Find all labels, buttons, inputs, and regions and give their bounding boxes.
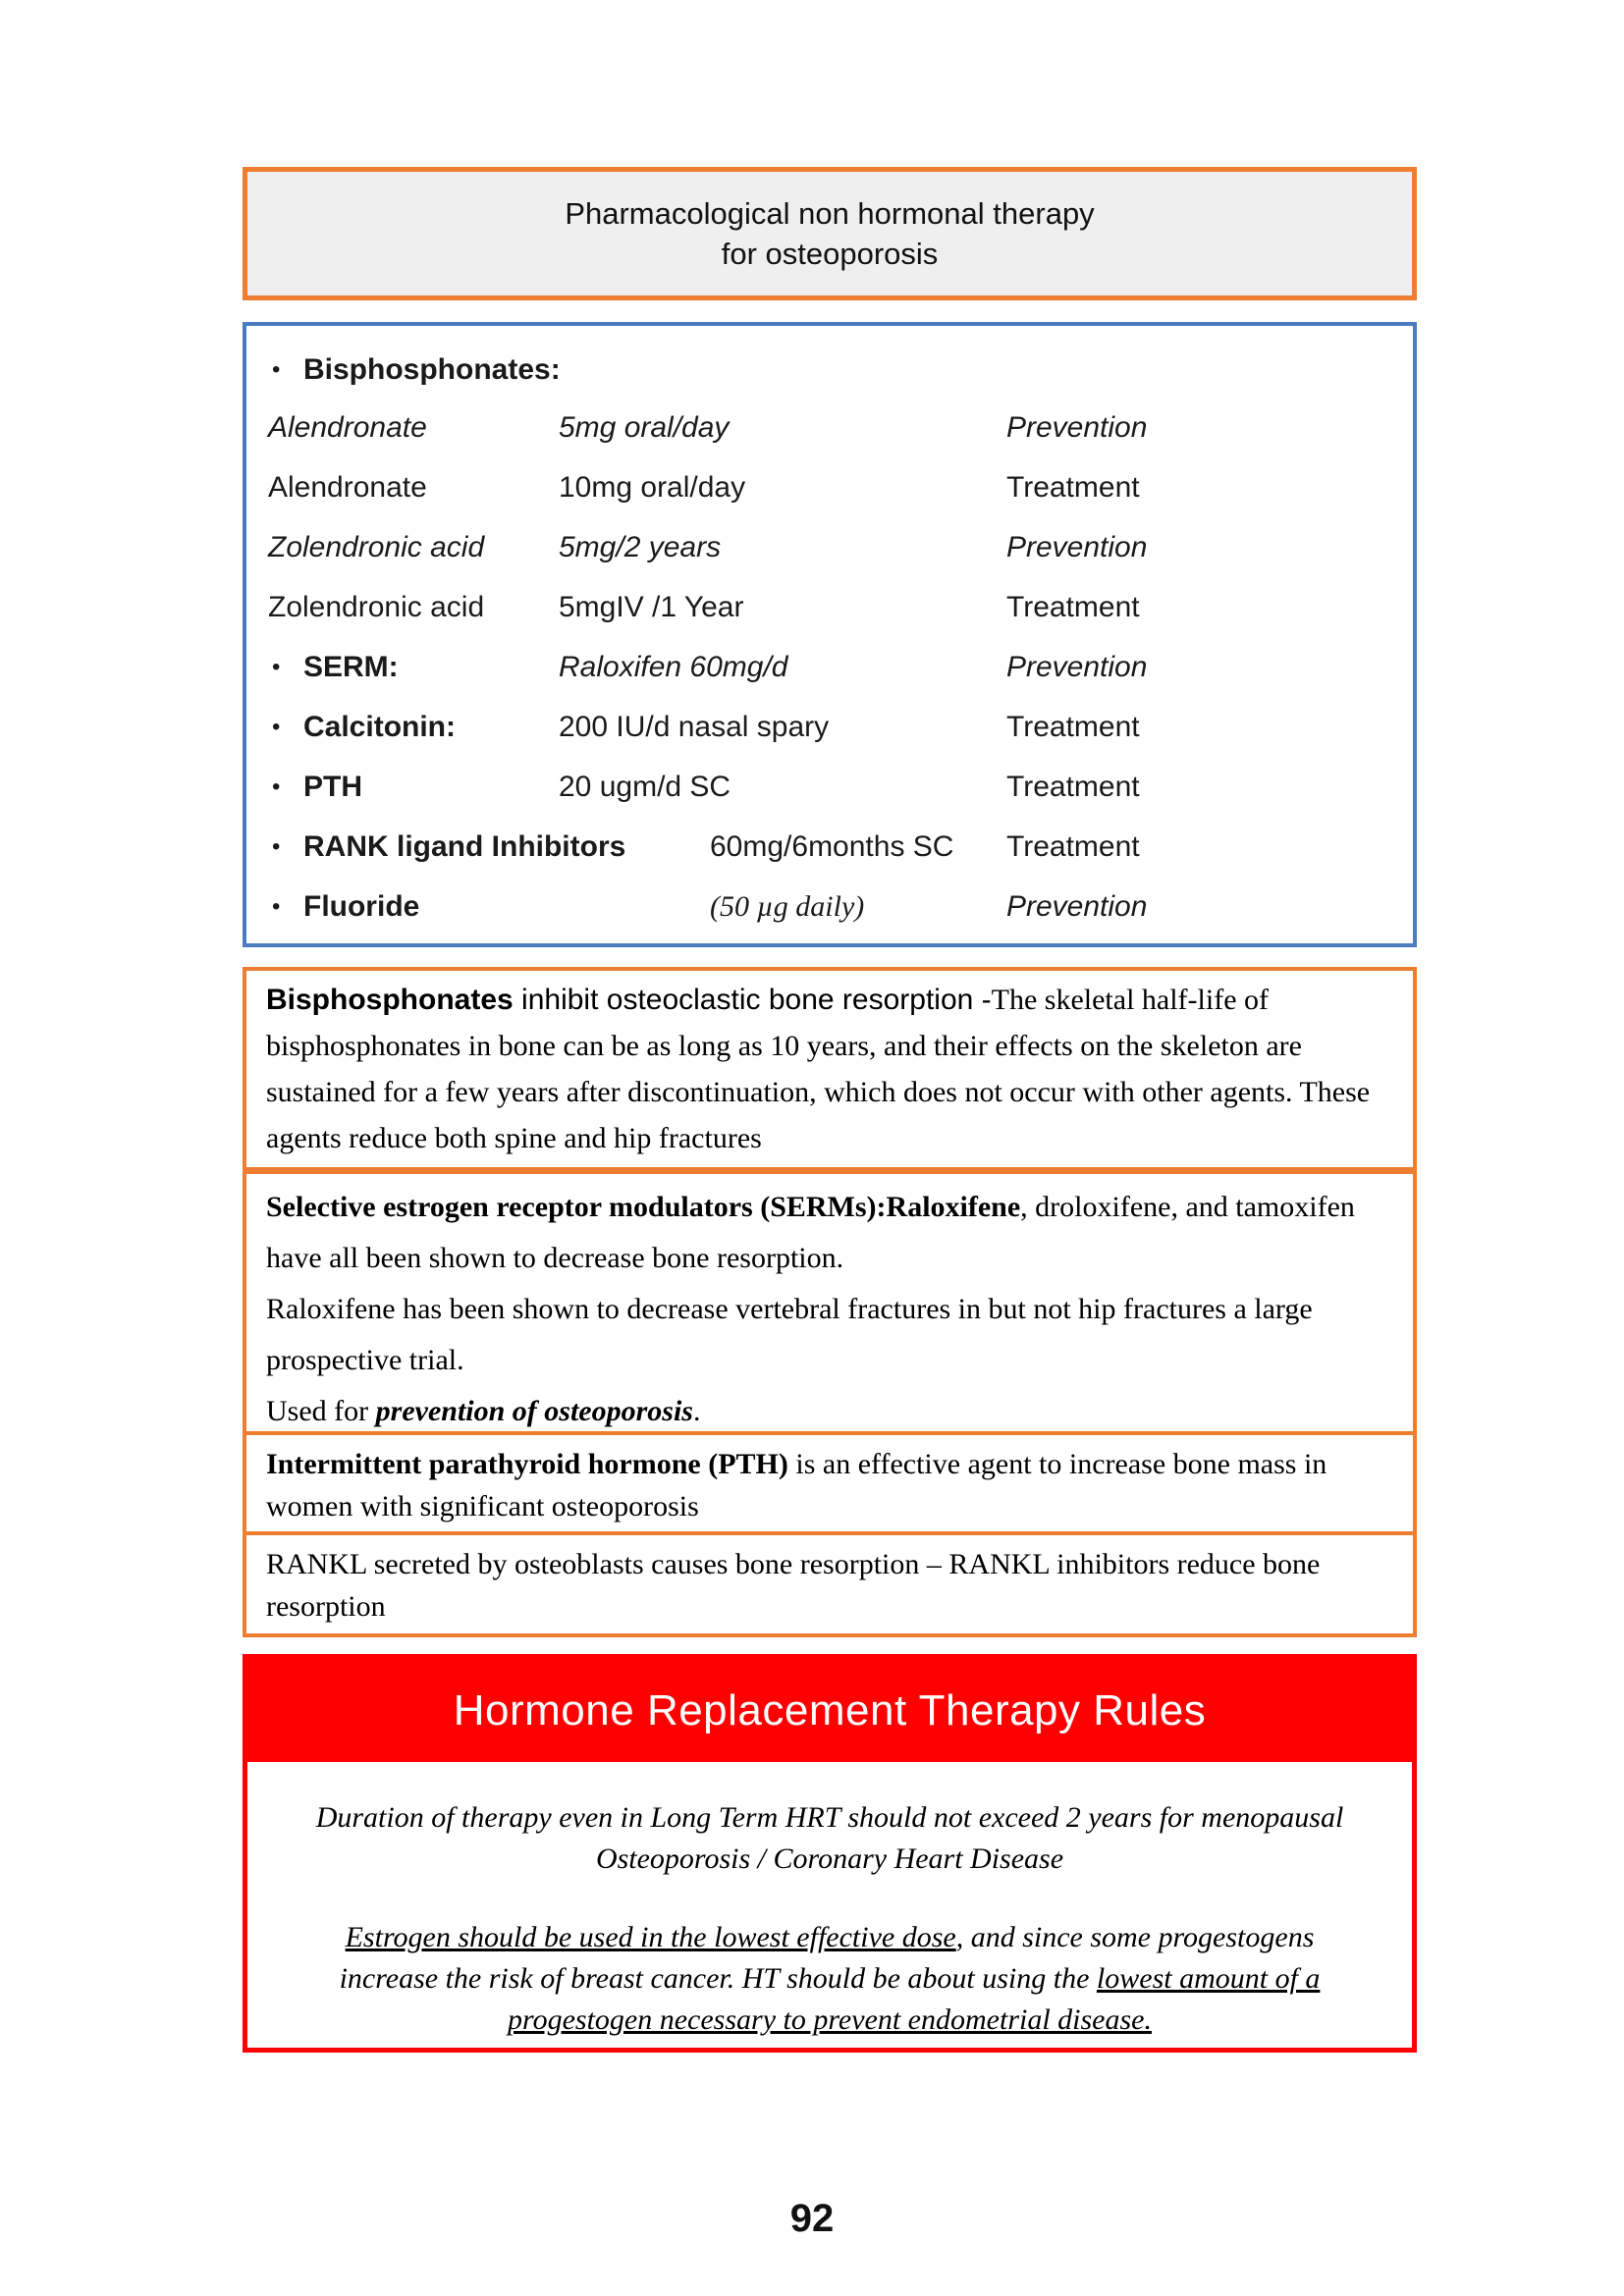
drug-category: Treatment <box>1006 590 1140 623</box>
drug-dose: 5mg oral/day <box>559 410 730 444</box>
page-number: 92 <box>789 2197 835 2240</box>
drug-row <box>246 577 1413 637</box>
text-segment: is an effective agent to increase bone mass in women with significant osteoporosis <box>266 1448 1327 1522</box>
drug-name: Bisphosphonates: <box>303 352 561 386</box>
bisphosphonates-note <box>243 967 1417 1171</box>
drug-name: Zolendronic acid <box>268 530 485 563</box>
rankl-note <box>243 1531 1417 1637</box>
bullet-icon: • <box>272 355 281 383</box>
bullet-icon: • <box>272 892 281 920</box>
bullet-icon: • <box>272 773 281 800</box>
title-line-2: for osteoporosis <box>721 237 939 271</box>
drug-category: Treatment <box>1006 470 1140 504</box>
note-text <box>266 1543 1393 1628</box>
hrt-paragraph-1 <box>275 1797 1384 1880</box>
drug-row <box>246 877 1413 936</box>
drug-name: SERM: <box>303 650 399 683</box>
bullet-icon: • <box>272 713 281 740</box>
text-segment: lowest amount of a <box>1096 1962 1321 1995</box>
note-text <box>266 1443 1393 1527</box>
pth-note <box>243 1431 1417 1537</box>
drug-row <box>246 342 1413 398</box>
bullet-icon: • <box>272 653 281 680</box>
drug-name: Calcitonin: <box>303 710 456 743</box>
text-segment: Raloxifene has been shown to decrease vertebral fractures in but not hip fractures a large prospective trial. <box>266 1293 1313 1376</box>
bullet-icon: • <box>272 832 281 860</box>
text-segment: Estrogen should be used in the lowest effective dose <box>345 1921 956 1953</box>
drug-category: Prevention <box>1006 889 1148 923</box>
note-text <box>266 1182 1393 1284</box>
drug-dose: (50 µg daily) <box>710 889 865 923</box>
drug-category: Prevention <box>1006 410 1148 444</box>
drug-category: Prevention <box>1006 650 1148 683</box>
drug-row <box>246 457 1413 517</box>
text-segment: , droloxifene, and tamoxifen have all been shown to decrease bone resorption. <box>266 1191 1355 1274</box>
drug-row <box>246 398 1413 457</box>
note-text <box>266 1386 1393 1437</box>
note-text <box>266 1284 1393 1386</box>
hrt-body <box>247 1762 1412 2041</box>
text-segment: Intermittent parathyroid hormone (PTH) <box>266 1448 788 1480</box>
drug-name: Alendronate <box>268 410 427 444</box>
text-segment: RANKL secreted by osteoblasts causes bone resorption – RANKL inhibitors reduce bone resorption <box>266 1548 1321 1623</box>
drug-name: Alendronate <box>268 470 427 504</box>
drug-name: Fluoride <box>303 889 420 923</box>
text-segment: prevention of osteoporosis <box>375 1395 693 1427</box>
note-text <box>266 977 1393 1161</box>
drug-row <box>246 757 1413 817</box>
text-segment: Osteoporosis / Coronary Heart Disease <box>595 1842 1064 1875</box>
drug-row <box>246 517 1413 577</box>
text-segment: Selective estrogen receptor modulators (SERMs):Raloxifene <box>266 1191 1021 1223</box>
drug-name: RANK ligand Inhibitors <box>303 829 626 863</box>
drug-dose: 20 ugm/d SC <box>559 770 731 803</box>
drug-category: Prevention <box>1006 530 1148 563</box>
drug-dose: 5mg/2 years <box>559 530 722 563</box>
drug-category: Treatment <box>1006 710 1140 743</box>
title-line-1: Pharmacological non hormonal therapy <box>565 196 1095 231</box>
hrt-box <box>243 1654 1417 2053</box>
drug-row <box>246 637 1413 697</box>
drug-name: Zolendronic acid <box>268 590 485 623</box>
drug-name: PTH <box>303 770 362 803</box>
drug-row <box>246 817 1413 877</box>
drug-dose: 200 IU/d nasal spary <box>559 710 830 743</box>
text-segment: The skeletal half-life of bisphosphonates in bone can be as long as 10 years, and their effects on the skeleton are sustained for a few years after discontinuation, which does not occur with other agents. These agents reduce both spine and hip fractures <box>266 984 1371 1154</box>
drug-dose: Raloxifen 60mg/d <box>559 650 788 683</box>
text-segment: inhibit osteoclastic bone resorption - <box>513 984 992 1016</box>
text-segment: progestogen necessary to prevent endometrial disease. <box>508 2003 1152 2036</box>
drug-dose: 5mgIV /1 Year <box>559 590 744 623</box>
drug-row <box>246 697 1413 757</box>
text-segment: increase the risk of breast cancer. HT should be about using the <box>339 1962 1097 1995</box>
hrt-title: Hormone Replacement Therapy Rules <box>247 1659 1412 1762</box>
serms-note <box>243 1170 1417 1447</box>
drug-dose: 10mg oral/day <box>559 470 746 504</box>
hrt-paragraph-2 <box>275 1917 1384 2041</box>
drug-dose: 60mg/6months SC <box>710 829 954 863</box>
text-segment: Bisphosphonates <box>266 984 514 1016</box>
title-box <box>243 167 1417 300</box>
text-segment: , and since some progestogens <box>955 1921 1315 1953</box>
drug-category: Treatment <box>1006 770 1140 803</box>
text-segment: Duration of therapy even in Long Term HRT should not exceed 2 years for menopausal <box>315 1801 1344 1834</box>
drug-category: Treatment <box>1006 829 1140 863</box>
drug-list-box <box>243 322 1417 947</box>
text-segment: . <box>692 1395 701 1427</box>
text-segment: Used for <box>266 1395 376 1427</box>
drug-rows <box>246 342 1413 936</box>
